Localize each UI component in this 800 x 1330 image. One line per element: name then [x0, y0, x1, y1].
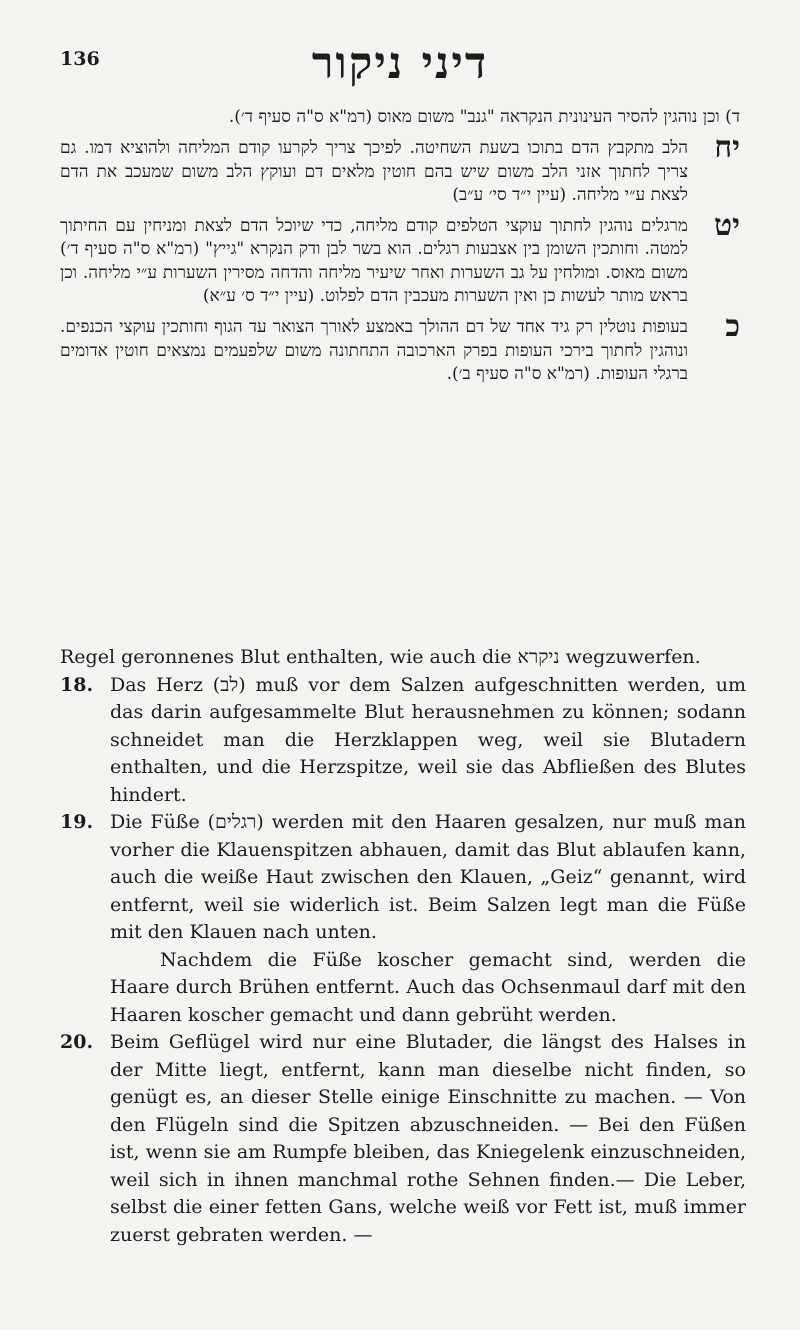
- german-continuation: Regel geronnenes Blut enthalten, wie auch die ניקרא wegzuwerfen.: [60, 646, 701, 668]
- german-section: [60, 644, 746, 1249]
- german-paragraph-number: 20.: [60, 1031, 94, 1053]
- hebrew-paragraph-19: [60, 208, 740, 308]
- hebrew-paragraph-number: יט: [714, 208, 740, 244]
- page-number: 136: [60, 48, 100, 70]
- german-paragraph-18: [60, 672, 746, 810]
- running-title: דיני ניקור: [311, 38, 489, 89]
- hebrew-paragraph-text: הלב מתקבץ הדם בתוכו בשעת השחיטה. לפיכך צריך לקרעו קודם המליחה ולהוציא דמו. גם צריך לחתוך אזני הלב משום שיש בהם חוטין מלאים דם ועוקץ הלב משום שמעכב את הדם לצאת ע״י מליחה. (עיין י״ד סי׳ ע״ב): [60, 138, 689, 205]
- hebrew-paragraph-number: כ: [725, 309, 740, 345]
- german-paragraph-20: [60, 1029, 746, 1249]
- hebrew-paragraph-number: יח: [714, 130, 740, 166]
- german-paragraph-text: Die Füße (רגלים) werden mit den Haaren gesalzen, nur muß man vorher die Klauenspitzen abhauen, damit das Blut ablaufen kann, auch die weiße Haut zwischen den Klauen, „Geiz“ genannt, wird entfernt, weil sie widerlich ist. Beim Salzen legt man die Füße mit den Klauen nach unten.: [110, 811, 747, 943]
- german-paragraph-number: 18.: [60, 673, 94, 696]
- german-paragraph-text-continued: Nachdem die Füße koscher gemacht sind, werden die Haare durch Brühen entfernt. Auch das Ochsenmaul darf mit den Haaren koscher gemacht und dann gebrüht werden.: [110, 948, 746, 1026]
- german-paragraph-number: 19.: [60, 811, 94, 833]
- german-paragraph-text: Beim Geflügel wird nur eine Blutader, die längst des Halses in der Mitte liegt, entfernt, kann man dieselbe nicht finden, so genügt es, an dieser Stelle einige Einschnitte zu machen. — Von den Flügeln sind die Spitzen abzuschneiden. — Bei den Füßen ist, wenn sie am Rumpfe bleiben, das Kniegelenk einzuschneiden, weil sich in ihnen manchmal rothe Sehnen finden.— Die Leber, selbst die einer fetten Gans, welche weiß vor Fett ist, muß immer zuerst gebraten werden. —: [110, 1031, 746, 1246]
- german-paragraph-text: Das Herz (לב) muß vor dem Salzen aufgeschnitten werden, um das darin aufgesammelte Blut herausnehmen zu können; sodann schneidet man die Herzklappen weg, weil sie Blutadern enthalten, und die Herzspitze, weil sie das Abfließen des Blutes hindert.: [110, 673, 746, 806]
- german-paragraph-19: [60, 809, 746, 1029]
- hebrew-paragraph-18: [60, 130, 740, 207]
- hebrew-paragraph-20: [60, 309, 740, 386]
- hebrew-paragraph-text: מרגלים נוהגין לחתוך עוקצי הטלפים קודם מליחה, כדי שיוכל הדם לצאת ומניחין עם החיתוך למטה. וחותכין השומן בין אצבעות רגלים. הוא בשר לבן ודק הנקרא "גייץ" (רמ"א ס"ה סעיף ד׳) משום מאוס. ומולחין על גב השערות ואחר שיעיר מליחה והדחה מסירין השערות ע״י מליחה. וכן בראש מותר לעשות כן ואין השערות מעכבין הדם לפלוט. (עיין י״ד ס׳ ע״א): [60, 216, 688, 307]
- hebrew-intro: ד) וכן נוהגין להסיר העינונית הנקראה "גנב" משום מאוס (רמ"א ס"ה סעיף ד׳).: [228, 107, 740, 127]
- hebrew-section: [60, 106, 740, 386]
- hebrew-paragraph-text: בעופות נוטלין רק גיד אחד של דם ההולך באמצע לאורך הצואר עד הגוף וחותכין עוקצי הכנפים. ונוהגין לחתוך בירכי העופות בפרק הארכובה התחתונה משום שלפעמים נמצאים חוטין אדומים ברגלי העופות. (רמ"א ס"ה סעיף ב׳).: [60, 317, 688, 384]
